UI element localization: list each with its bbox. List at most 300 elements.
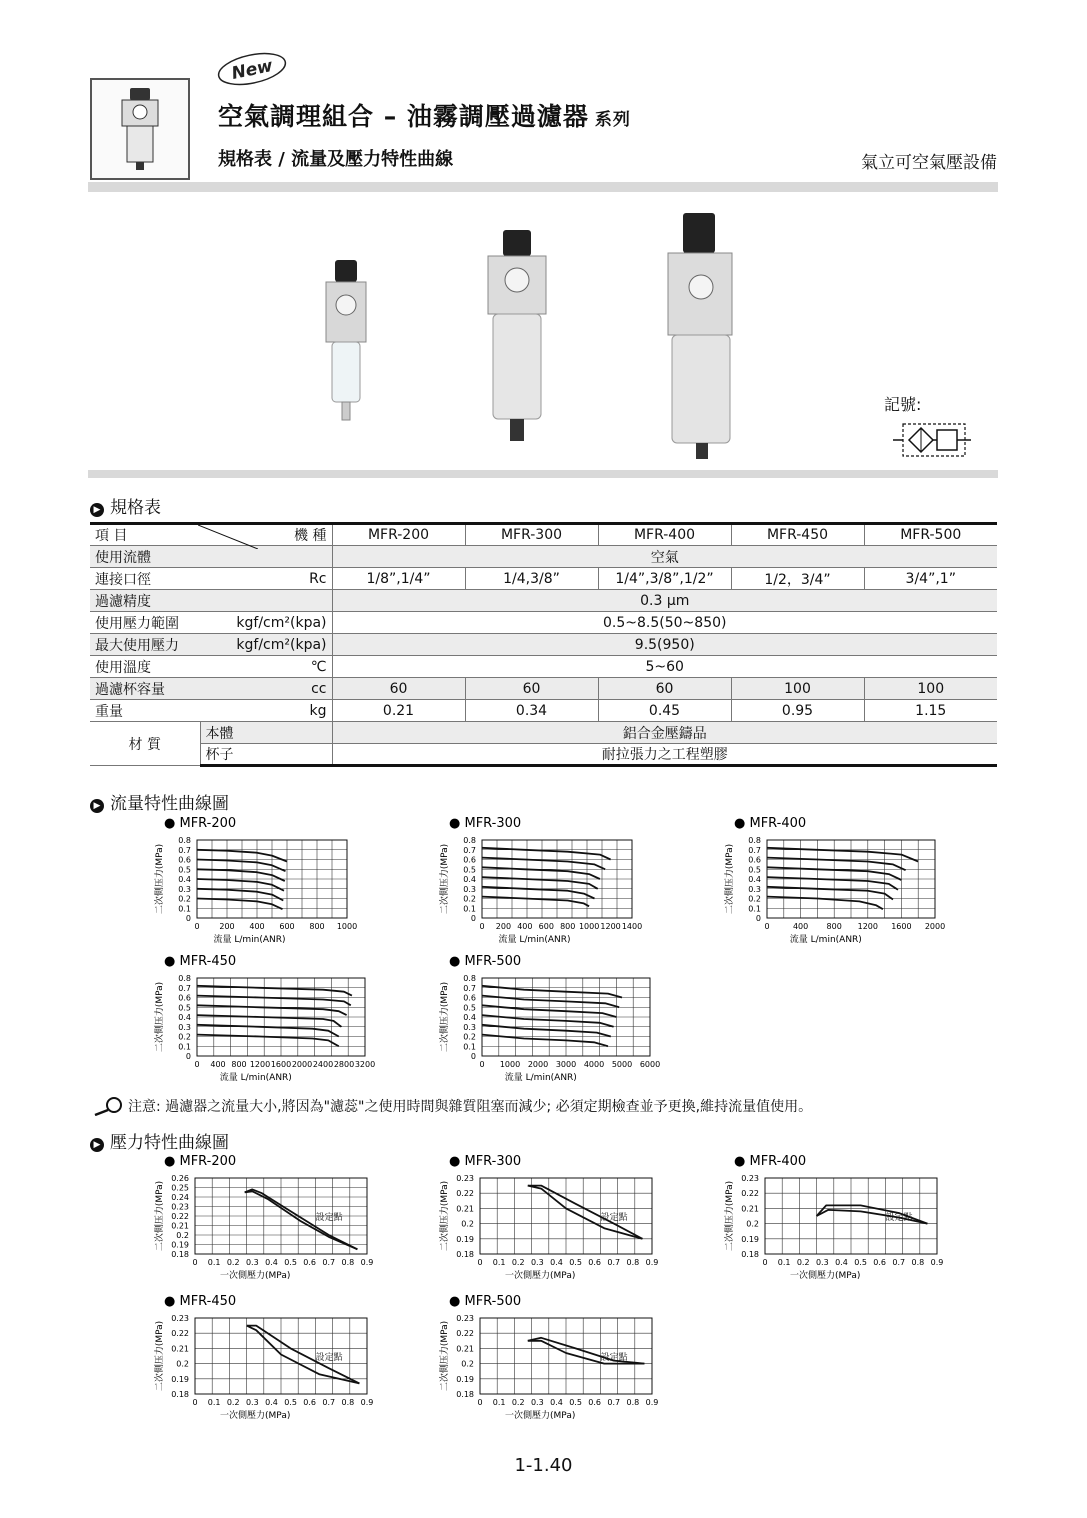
x-tick-label: 1200: [249, 1060, 271, 1069]
y-tick-label: 0.21: [456, 1344, 474, 1354]
model-header-cell: MFR-300: [465, 524, 598, 546]
y-tick-label: 0.2: [461, 1359, 474, 1369]
chart-title: ● MFR-500: [449, 1294, 522, 1309]
y-tick-label: 0.6: [463, 993, 476, 1003]
x-tick-label: 0.8: [341, 1398, 355, 1407]
x-tick-label: 0.1: [492, 1258, 506, 1267]
x-tick-label: 3000: [555, 1060, 577, 1069]
x-tick-label: 1600: [891, 922, 912, 931]
x-tick-label: 0.7: [607, 1258, 621, 1267]
spec-section-title: 規格表: [110, 498, 161, 518]
chart-title: ● MFR-200: [164, 816, 237, 831]
row-value: 3/4”,1”: [864, 568, 997, 590]
page-subtitle: 規格表 / 流量及壓力特性曲線: [218, 149, 454, 170]
y-tick-label: 0.5: [178, 1003, 191, 1013]
chart-title: ● MFR-300: [449, 1154, 522, 1169]
pressure-chart-mfr450: [150, 1290, 390, 1430]
x-tick-label: 0: [194, 1060, 200, 1069]
x-tick-label: 0.7: [607, 1398, 621, 1407]
y-tick-label: 0.8: [463, 836, 476, 845]
x-tick-label: 0.4: [550, 1258, 563, 1267]
x-tick-label: 0.4: [265, 1398, 278, 1407]
y-tick-label: 0.24: [171, 1193, 189, 1202]
chart-title: ● MFR-500: [449, 954, 522, 969]
y-tick-label: 0.4: [463, 875, 476, 884]
header-divider: [88, 182, 998, 192]
row-label: 材 質: [90, 722, 200, 766]
x-axis-label: 一次側壓力(MPa): [505, 1411, 576, 1421]
y-tick-label: 0.18: [171, 1250, 189, 1259]
x-tick-label: 800: [826, 922, 842, 931]
flow-chart-mfr400: [720, 812, 960, 950]
y-tick-label: 0.2: [746, 1219, 759, 1229]
row-value: 鋁合金壓鑄品: [332, 722, 997, 744]
pressure-chart-mfr200: [150, 1150, 390, 1290]
row-unit: kgf/cm²(kpa): [200, 612, 332, 634]
product-mfr400-image: [668, 213, 732, 459]
row-value: 60: [465, 678, 598, 700]
x-tick-label: 800: [560, 922, 576, 931]
flow-section-title: 流量特性曲線圖: [110, 794, 229, 814]
y-tick-label: 0.2: [178, 1032, 191, 1042]
y-axis-label: 二次側压力(MPa): [155, 981, 165, 1053]
x-tick-label: 0.5: [854, 1258, 867, 1267]
y-tick-label: 0.22: [171, 1212, 189, 1221]
row-value: 1/4,3/8”: [465, 568, 598, 590]
y-tick-label: 0: [470, 914, 476, 923]
y-tick-label: 0.4: [178, 875, 191, 884]
series-line: [197, 899, 283, 910]
x-tick-label: 200: [219, 922, 235, 931]
x-tick-label: 0.2: [226, 1258, 240, 1267]
y-tick-label: 0.8: [178, 974, 191, 983]
setpoint-annotation: 設定點: [600, 1212, 628, 1223]
symbol-label: 記號:: [884, 395, 922, 414]
row-value: 100: [731, 678, 864, 700]
x-tick-label: 0.3: [245, 1398, 259, 1407]
chart-title: ● MFR-400: [734, 816, 807, 831]
x-tick-label: 600: [538, 922, 554, 931]
y-tick-label: 0.23: [741, 1174, 759, 1183]
y-tick-label: 0.7: [178, 845, 191, 855]
y-tick-label: 0.26: [171, 1174, 189, 1183]
x-tick-label: 0.9: [360, 1258, 374, 1267]
product-thumbnail: [90, 78, 190, 180]
y-tick-label: 0.5: [463, 865, 476, 875]
model-header-cell: MFR-500: [864, 524, 997, 546]
spec-row-material-body: [90, 722, 997, 744]
section-arrow-icon: ▶: [90, 503, 104, 517]
x-tick-label: 1000: [499, 1060, 521, 1069]
y-tick-label: 0.8: [178, 836, 191, 845]
company-name: 氣立可空氣壓設備: [861, 153, 997, 173]
x-tick-label: 0.5: [284, 1398, 297, 1407]
y-tick-label: 0.2: [463, 894, 476, 904]
x-tick-label: 5000: [611, 1060, 633, 1069]
row-value: 5~60: [332, 656, 997, 678]
x-tick-label: 800: [309, 922, 325, 931]
x-tick-label: 0: [477, 1398, 483, 1407]
y-axis-label: 二次側压力(MPa): [155, 843, 165, 915]
x-tick-label: 0.2: [511, 1258, 525, 1267]
x-tick-label: 0.9: [360, 1398, 374, 1407]
y-tick-label: 0.25: [171, 1183, 189, 1193]
y-tick-label: 0: [185, 1052, 191, 1061]
y-tick-label: 0.23: [456, 1314, 474, 1323]
x-tick-label: 0.7: [892, 1258, 906, 1267]
x-tick-label: 0: [194, 922, 200, 931]
x-axis-label: 流量 L/min(ANR): [213, 935, 286, 945]
x-tick-label: 3200: [354, 1060, 376, 1069]
x-axis-label: 流量 L/min(ANR): [498, 935, 571, 945]
x-tick-label: 0.7: [322, 1258, 336, 1267]
y-tick-label: 0.2: [176, 1231, 189, 1240]
y-axis-label: 二次側压力(MPa): [440, 843, 450, 915]
x-tick-label: 0.3: [245, 1258, 259, 1267]
y-tick-label: 0.3: [463, 1022, 476, 1032]
y-tick-label: 0.2: [176, 1359, 189, 1369]
x-tick-label: 200: [495, 922, 512, 931]
row-label: 過濾杯容量: [90, 678, 200, 700]
x-tick-label: 400: [249, 922, 265, 931]
spec-row-filtration: [90, 590, 997, 612]
flow-chart-mfr200: [150, 812, 390, 950]
x-tick-label: 0.5: [284, 1258, 297, 1267]
row-value: 1/4”,3/8”,1/2”: [598, 568, 731, 590]
y-axis-label: 二次側压力(MPa): [440, 981, 450, 1053]
y-tick-label: 0.22: [741, 1189, 759, 1199]
y-tick-label: 0.22: [456, 1189, 474, 1199]
y-tick-label: 0: [755, 914, 761, 923]
model-header-cell: MFR-200: [332, 524, 465, 546]
series-line: [482, 897, 589, 907]
spec-table: [90, 522, 997, 767]
y-tick-label: 0.6: [748, 855, 761, 865]
x-tick-label: 0: [764, 922, 770, 931]
spec-row-pressure-range: [90, 612, 997, 634]
y-tick-label: 0.2: [748, 894, 761, 904]
x-tick-label: 0: [477, 1258, 483, 1267]
y-axis-label: 二次側压力(MPa): [725, 1180, 735, 1252]
x-tick-label: 1000: [336, 922, 358, 931]
y-tick-label: 0.2: [461, 1219, 474, 1229]
x-axis-label: 一次側壓力(MPa): [220, 1271, 291, 1281]
x-tick-label: 1600: [270, 1060, 292, 1069]
row-label: 過濾精度: [90, 590, 332, 612]
y-tick-label: 0.1: [463, 904, 476, 914]
spec-row-port: [90, 568, 997, 590]
x-tick-label: 2000: [291, 1060, 313, 1069]
y-tick-label: 0.19: [456, 1374, 474, 1384]
row-value: 0.21: [332, 700, 465, 722]
y-tick-label: 0.3: [463, 884, 476, 894]
y-axis-label: 二次側压力(MPa): [725, 843, 735, 915]
y-tick-label: 0.3: [178, 1022, 191, 1032]
y-tick-label: 0.3: [748, 884, 761, 894]
x-tick-label: 0.6: [303, 1258, 317, 1267]
y-tick-label: 0.22: [171, 1329, 189, 1339]
chart-title: ● MFR-450: [164, 1294, 237, 1309]
series-line: [197, 1005, 347, 1015]
y-tick-label: 0.1: [178, 1042, 191, 1052]
x-tick-label: 0.5: [569, 1398, 582, 1407]
y-tick-label: 0.19: [171, 1374, 189, 1384]
filter-regulator-symbol-icon: [893, 420, 971, 460]
x-tick-label: 0.1: [207, 1258, 221, 1267]
row-value: 0.45: [598, 700, 731, 722]
x-tick-label: 0.3: [815, 1258, 829, 1267]
x-tick-label: 1400: [621, 922, 643, 931]
row-unit: kg: [200, 700, 332, 722]
y-tick-label: 0: [470, 1052, 476, 1061]
row-value: 100: [864, 678, 997, 700]
row-value: 60: [332, 678, 465, 700]
header-diagonal-line: [198, 525, 258, 549]
x-axis-label: 流量 L/min(ANR): [219, 1073, 292, 1083]
row-value: 9.5(950): [332, 634, 997, 656]
y-tick-label: 0.18: [741, 1250, 759, 1259]
x-tick-label: 0.8: [626, 1258, 640, 1267]
images-divider: [88, 470, 998, 478]
x-tick-label: 0.3: [530, 1258, 544, 1267]
x-tick-label: 0.6: [303, 1398, 317, 1407]
spec-model-header: 機 種: [200, 524, 332, 546]
y-tick-label: 0.7: [748, 845, 761, 855]
x-tick-label: 0.9: [645, 1398, 659, 1407]
row-value: 1.15: [864, 700, 997, 722]
product-mfr300-image: [488, 230, 546, 441]
y-tick-label: 0.4: [748, 875, 761, 884]
y-tick-label: 0.5: [178, 865, 191, 875]
y-tick-label: 0.5: [463, 1003, 476, 1013]
x-tick-label: 400: [792, 922, 809, 931]
magnifier-icon: [92, 1096, 124, 1116]
x-tick-label: 0.5: [569, 1258, 582, 1267]
row-value: 0.95: [731, 700, 864, 722]
x-tick-label: 0: [762, 1258, 768, 1267]
row-value: 1/2，3/4”: [731, 568, 864, 590]
material-body-label: 本體: [200, 722, 332, 744]
spec-row-weight: [90, 700, 997, 722]
chart-title: ● MFR-200: [164, 1154, 237, 1169]
row-unit: Rc: [200, 568, 332, 590]
x-tick-label: 0.6: [588, 1398, 602, 1407]
y-axis-label: 二次側压力(MPa): [155, 1320, 165, 1392]
x-tick-label: 1200: [857, 922, 878, 931]
y-tick-label: 0.8: [463, 974, 476, 983]
x-axis-label: 流量 L/min(ANR): [789, 935, 862, 945]
row-unit: cc: [200, 678, 332, 700]
page-title: [218, 97, 631, 133]
chart-title: ● MFR-300: [449, 816, 522, 831]
pressure-chart-mfr300: [435, 1150, 675, 1290]
y-axis-label: 二次側压力(MPa): [440, 1180, 450, 1252]
setpoint-annotation: 設定點: [885, 1212, 913, 1223]
x-tick-label: 0.8: [911, 1258, 925, 1267]
flow-chart-mfr500: [435, 950, 675, 1088]
y-tick-label: 0.1: [463, 1042, 476, 1052]
setpoint-annotation: 設定點: [315, 1352, 343, 1363]
spec-row-material-bowl: [90, 744, 997, 766]
x-tick-label: 1200: [600, 922, 621, 931]
row-value: 60: [598, 678, 731, 700]
y-tick-label: 0.6: [178, 855, 191, 865]
flow-section-heading: [90, 789, 229, 814]
x-tick-label: 0.1: [207, 1398, 221, 1407]
y-tick-label: 0.7: [178, 983, 191, 993]
section-arrow-icon: ▶: [90, 799, 104, 813]
x-tick-label: 0: [192, 1258, 198, 1267]
x-tick-label: 2000: [527, 1060, 549, 1069]
model-header-cell: MFR-400: [598, 524, 731, 546]
x-tick-label: 0.7: [322, 1398, 336, 1407]
x-tick-label: 800: [231, 1060, 247, 1069]
x-tick-label: 2400: [312, 1060, 334, 1069]
y-tick-label: 0.18: [171, 1390, 189, 1399]
x-tick-label: 0.4: [835, 1258, 848, 1267]
y-tick-label: 0.1: [748, 904, 761, 914]
spec-row-temperature: [90, 656, 997, 678]
x-axis-label: 一次側壓力(MPa): [790, 1271, 861, 1281]
flow-chart-mfr450: [150, 950, 390, 1088]
spec-item-header: 項 目: [90, 524, 200, 546]
x-axis-label: 一次側壓力(MPa): [220, 1411, 291, 1421]
y-tick-label: 0.2: [463, 1032, 476, 1042]
x-tick-label: 0.3: [530, 1398, 544, 1407]
x-tick-label: 4000: [583, 1060, 605, 1069]
pressure-chart-mfr500: [435, 1290, 675, 1430]
title-text: 空氣調理組合 – 油霧調壓過濾器: [218, 102, 589, 131]
chart-title: ● MFR-400: [734, 1154, 807, 1169]
note-prefix: 注意:: [128, 1099, 161, 1115]
x-axis-label: 流量 L/min(ANR): [504, 1073, 577, 1083]
new-badge: [216, 52, 288, 86]
x-tick-label: 0.4: [265, 1258, 278, 1267]
product-mfr200-image: [326, 260, 366, 420]
x-tick-label: 0.9: [930, 1258, 944, 1267]
y-tick-label: 0.21: [171, 1221, 189, 1231]
row-value: 0.3 μm: [332, 590, 997, 612]
y-tick-label: 0.5: [748, 865, 761, 875]
x-tick-label: 0.1: [777, 1258, 791, 1267]
x-tick-label: 0.2: [226, 1398, 240, 1407]
material-bowl-label: 杯子: [200, 744, 332, 766]
y-tick-label: 0.19: [741, 1234, 759, 1244]
y-tick-label: 0.21: [456, 1204, 474, 1214]
spec-row-max-pressure: [90, 634, 997, 656]
y-tick-label: 0.19: [171, 1240, 189, 1250]
y-tick-label: 0.23: [171, 1202, 189, 1212]
x-tick-label: 2800: [333, 1060, 355, 1069]
x-tick-label: 0: [479, 1060, 485, 1069]
setpoint-annotation: 設定點: [315, 1212, 343, 1223]
x-tick-label: 0.8: [626, 1398, 640, 1407]
y-tick-label: 0.21: [741, 1204, 759, 1214]
x-tick-label: 0.1: [492, 1398, 506, 1407]
y-tick-label: 0.3: [178, 884, 191, 894]
pressure-section-title: 壓力特性曲線圖: [110, 1133, 229, 1153]
y-axis-label: 二次側压力(MPa): [155, 1180, 165, 1252]
chart-title: ● MFR-450: [164, 954, 237, 969]
y-tick-label: 0.4: [178, 1013, 191, 1022]
row-label: 使用溫度: [90, 656, 200, 678]
filter-regulator-thumbnail-image: [92, 80, 188, 178]
x-tick-label: 1000: [578, 922, 600, 931]
row-value: 0.34: [465, 700, 598, 722]
y-tick-label: 0.21: [171, 1344, 189, 1354]
title-suffix: 系列: [594, 110, 631, 130]
row-value: 空氣: [332, 546, 997, 568]
flow-chart-mfr300: [435, 812, 675, 950]
setpoint-annotation: 設定點: [600, 1352, 628, 1363]
y-tick-label: 0.6: [178, 993, 191, 1003]
row-unit: ℃: [200, 656, 332, 678]
y-tick-label: 0.7: [463, 845, 476, 855]
x-tick-label: 0: [192, 1398, 198, 1407]
series-line: [197, 986, 352, 996]
x-tick-label: 0.8: [341, 1258, 355, 1267]
x-tick-label: 0.2: [511, 1398, 525, 1407]
x-tick-label: 0.9: [645, 1258, 659, 1267]
y-tick-label: 0.23: [456, 1174, 474, 1183]
series-line: [197, 996, 351, 1006]
row-value: 1/8”,1/4”: [332, 568, 465, 590]
x-axis-label: 一次側壓力(MPa): [505, 1271, 576, 1281]
x-tick-label: 0.6: [873, 1258, 887, 1267]
section-arrow-icon: ▶: [90, 1138, 104, 1152]
x-tick-label: 0.2: [796, 1258, 810, 1267]
y-tick-label: 0.18: [456, 1390, 474, 1399]
row-label: 最大使用壓力: [90, 634, 200, 656]
y-tick-label: 0.1: [178, 904, 191, 914]
x-tick-label: 0.4: [550, 1398, 563, 1407]
row-label: 使用壓力範圍: [90, 612, 200, 634]
row-value: 0.5~8.5(50~850): [332, 612, 997, 634]
y-tick-label: 0.7: [463, 983, 476, 993]
product-photos: [320, 205, 750, 465]
row-unit: kgf/cm²(kpa): [200, 634, 332, 656]
page-number: 1-1.40: [514, 1455, 573, 1476]
row-label: 重量: [90, 700, 200, 722]
note-text: 過濾器之流量大小,將因為"濾蕊"之使用時間與雜質阻塞而減少; 必須定期檢查並予更換,維持流量值使用。: [165, 1099, 813, 1115]
spec-row-bowl-capacity: [90, 678, 997, 700]
x-tick-label: 400: [517, 922, 533, 931]
y-tick-label: 0.6: [463, 855, 476, 865]
row-label: 使用流體: [90, 546, 332, 568]
y-axis-label: 二次側压力(MPa): [440, 1320, 450, 1392]
new-badge-text: New: [229, 55, 275, 85]
x-tick-label: 0.6: [588, 1258, 602, 1267]
y-tick-label: 0.23: [171, 1314, 189, 1323]
y-tick-label: 0.8: [748, 836, 761, 845]
y-tick-label: 0.18: [456, 1250, 474, 1259]
x-tick-label: 0: [479, 922, 485, 931]
pressure-chart-mfr400: [720, 1150, 960, 1290]
y-tick-label: 0.4: [463, 1013, 476, 1022]
y-tick-label: 0.2: [178, 894, 191, 904]
x-tick-label: 400: [210, 1060, 226, 1069]
x-tick-label: 600: [279, 922, 295, 931]
filter-note: [92, 1096, 812, 1116]
row-label: 連接口徑: [90, 568, 200, 590]
row-value: 耐拉張力之工程塑膠: [332, 744, 997, 766]
spec-section-heading: [90, 493, 161, 518]
y-tick-label: 0.22: [456, 1329, 474, 1339]
model-header-cell: MFR-450: [731, 524, 864, 546]
spec-header-row: [90, 524, 997, 546]
x-tick-label: 2000: [924, 922, 946, 931]
y-tick-label: 0: [185, 914, 191, 923]
